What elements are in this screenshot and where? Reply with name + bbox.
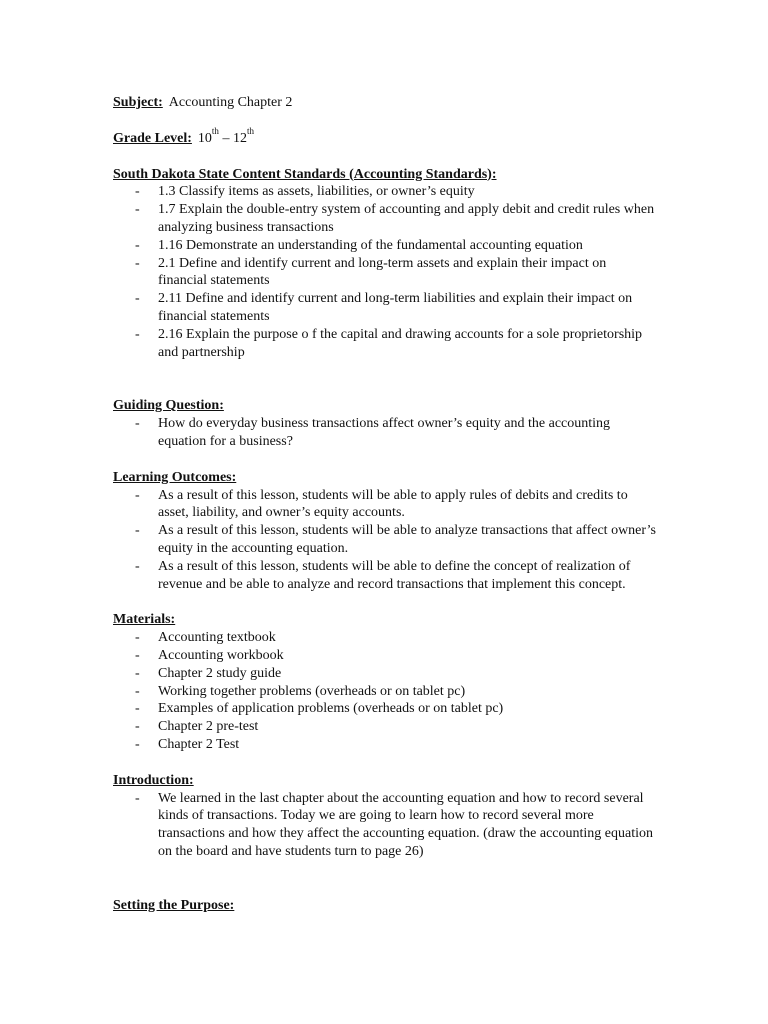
dash-bullet: - — [135, 255, 140, 271]
outcome-text: As a result of this lesson, students will be able to define the concept of realization of revenue and be able to analyze and record transactions that implement this concept. — [158, 558, 631, 592]
outcome-text: As a result of this lesson, students will be able to apply rules of debits and credits to asset, liability, and owner’s equity accounts. — [158, 487, 628, 521]
material-text: Chapter 2 pre-test — [158, 719, 259, 735]
dash-bullet: - — [135, 291, 140, 307]
list-item — [113, 522, 658, 558]
material-text: Chapter 2 Test — [158, 736, 240, 752]
material-text: Accounting textbook — [158, 630, 276, 646]
dash-bullet: - — [135, 630, 140, 646]
introduction-list — [113, 790, 658, 861]
lesson-plan-page — [113, 94, 658, 914]
material-text: Working together problems (overheads or on tablet pc) — [158, 683, 466, 699]
list-item — [113, 487, 658, 523]
dash-bullet: - — [135, 184, 140, 200]
standard-text: 2.16 Explain the purpose o f the capital and drawing accounts for a sole proprietorship and partnership — [158, 326, 643, 360]
list-item — [113, 647, 658, 665]
grade-from: 10 — [197, 130, 212, 146]
dash-bullet: - — [135, 416, 140, 432]
dash-bullet: - — [135, 523, 140, 539]
material-text: Examples of application problems (overheads or on tablet pc) — [158, 701, 504, 717]
list-item — [113, 700, 658, 718]
subject-line — [113, 94, 658, 112]
subject-label: Subject: — [113, 95, 163, 110]
standards-title: South Dakota State Content Standards (Accounting Standards): — [113, 166, 497, 182]
grade-level-value — [197, 126, 254, 146]
grade-level-label: Grade Level: — [113, 130, 192, 146]
list-item — [113, 790, 658, 861]
introduction-text: We learned in the last chapter about the accounting equation and how to record several kinds of transactions. Today we are going to learn how to record several more transactions and how they affect the accounting equation. (draw the accounting equation on the board and have students turn to page 26) — [158, 790, 654, 859]
grade-from-suffix: th — [211, 126, 219, 137]
dash-bullet: - — [135, 202, 140, 218]
list-item — [113, 290, 658, 326]
dash-bullet: - — [135, 326, 140, 342]
list-item — [113, 665, 658, 683]
dash-bullet: - — [135, 665, 140, 681]
learning-outcomes-title: Learning Outcomes: — [113, 469, 237, 485]
dash-bullet: - — [135, 719, 140, 735]
standard-text: 1.16 Demonstrate an understanding of the fundamental accounting equation — [158, 237, 583, 253]
standard-text: 1.7 Explain the double-entry system of accounting and apply debit and credit rules when analyzing business transactions — [158, 202, 655, 235]
material-text: Accounting workbook — [158, 647, 284, 663]
grade-level-line — [113, 126, 658, 148]
list-item — [113, 237, 658, 255]
list-item — [113, 718, 658, 736]
material-text: Chapter 2 study guide — [158, 665, 282, 681]
list-item — [113, 326, 658, 362]
list-item — [113, 183, 658, 201]
materials-list — [113, 629, 658, 754]
list-item — [113, 558, 658, 594]
dash-bullet: - — [135, 683, 140, 699]
grade-to-suffix: th — [246, 126, 254, 137]
standard-text: 2.11 Define and identify current and long-term liabilities and explain their impact on financial statements — [158, 291, 633, 324]
dash-bullet: - — [135, 237, 140, 253]
grade-dash: – — [218, 130, 233, 146]
dash-bullet: - — [135, 790, 140, 806]
list-item — [113, 201, 658, 237]
dash-bullet: - — [135, 647, 140, 663]
list-item — [113, 255, 658, 291]
standard-text: 2.1 Define and identify current and long-term assets and explain their impact on financial statements — [158, 255, 607, 289]
guiding-question-title: Guiding Question: — [113, 398, 224, 414]
guiding-question-text: How do everyday business transactions affect owner’s equity and the accounting equation for a business? — [158, 416, 611, 449]
dash-bullet: - — [135, 487, 140, 503]
subject-value: Accounting Chapter 2 — [168, 95, 293, 110]
learning-outcomes-list — [113, 487, 658, 594]
introduction-title: Introduction: — [113, 772, 194, 788]
setting-purpose-title: Setting the Purpose: — [113, 897, 235, 913]
list-item — [113, 736, 658, 754]
standard-text: 1.3 Classify items as assets, liabilities, or owner’s equity — [158, 184, 475, 200]
dash-bullet: - — [135, 558, 140, 574]
materials-title: Materials: — [113, 612, 176, 628]
list-item — [113, 683, 658, 701]
guiding-question-list — [113, 415, 658, 451]
dash-bullet: - — [135, 701, 140, 717]
grade-to: 12 — [232, 130, 247, 146]
list-item — [113, 629, 658, 647]
outcome-text: As a result of this lesson, students will be able to analyze transactions that affect owner’s equity in the accounting equation. — [158, 523, 656, 556]
list-item — [113, 415, 658, 451]
standards-list — [113, 183, 658, 361]
dash-bullet: - — [135, 736, 140, 752]
